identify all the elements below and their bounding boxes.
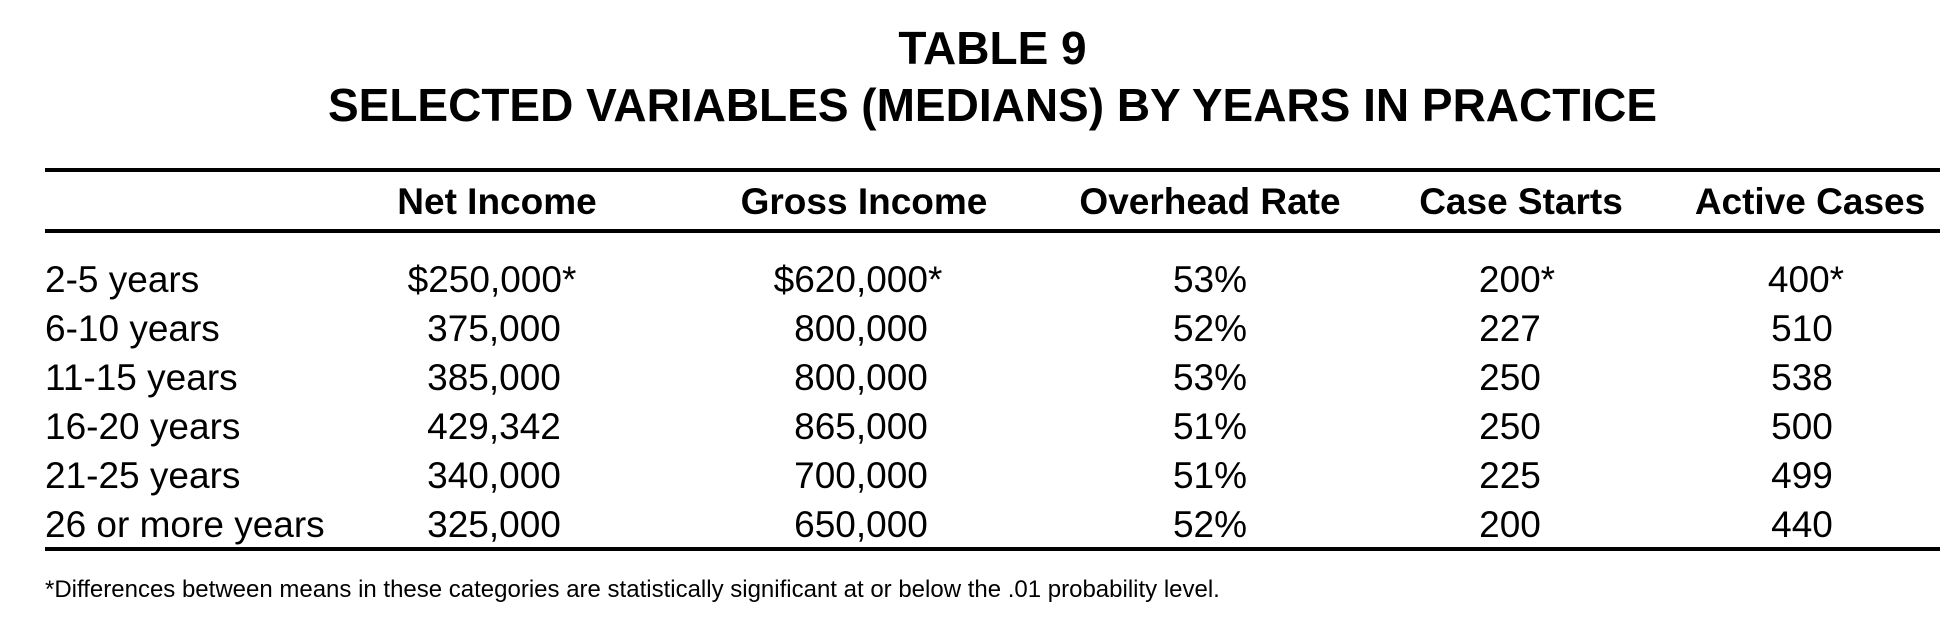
- cell-net-income: $250,000*: [407, 259, 577, 300]
- cell-gross-income: 865,000: [794, 406, 928, 447]
- footnote: *Differences between means in these categories are statistically significant at or below the .01 probability level.: [45, 576, 1220, 603]
- cell-overhead-rate: 53%: [1172, 357, 1248, 398]
- cell-overhead-rate: 52%: [1172, 504, 1248, 545]
- cell-case-starts: 225: [1479, 455, 1541, 496]
- column-header-active-cases: Active Cases: [1694, 181, 1926, 222]
- top-rule: [45, 168, 1940, 172]
- cell-net-income: 429,342: [427, 406, 561, 447]
- cell-net-income: 340,000: [427, 455, 561, 496]
- column-header-net-income: Net Income: [397, 181, 597, 222]
- cell-net-income: 325,000: [427, 504, 561, 545]
- cell-gross-income: $620,000*: [773, 259, 943, 300]
- cell-gross-income: 700,000: [794, 455, 928, 496]
- cell-overhead-rate: 51%: [1172, 406, 1248, 447]
- cell-active-cases: 440: [1771, 504, 1833, 545]
- row-label-26-or-more-years: 26 or more years: [45, 504, 325, 545]
- table-subtitle: SELECTED VARIABLES (MEDIANS) BY YEARS IN PRACTICE: [327, 79, 1658, 131]
- cell-case-starts: 227: [1479, 308, 1541, 349]
- cell-net-income: 375,000: [427, 308, 561, 349]
- cell-active-cases: 510: [1771, 308, 1833, 349]
- cell-gross-income: 800,000: [794, 308, 928, 349]
- column-header-gross-income: Gross Income: [740, 181, 988, 222]
- cell-active-cases: 400*: [1767, 259, 1845, 300]
- cell-overhead-rate: 53%: [1172, 259, 1248, 300]
- column-header-case-starts: Case Starts: [1419, 181, 1623, 222]
- row-label-2-5-years: 2-5 years: [45, 259, 200, 300]
- row-label-21-25-years: 21-25 years: [45, 455, 241, 496]
- cell-overhead-rate: 52%: [1172, 308, 1248, 349]
- header-rule: [45, 229, 1940, 233]
- bottom-rule: [45, 547, 1940, 551]
- cell-gross-income: 800,000: [794, 357, 928, 398]
- table-title: TABLE 9: [898, 22, 1087, 74]
- cell-case-starts: 200: [1479, 504, 1541, 545]
- cell-active-cases: 538: [1771, 357, 1833, 398]
- cell-case-starts: 200*: [1478, 259, 1556, 300]
- column-header-overhead-rate: Overhead Rate: [1079, 181, 1341, 222]
- row-label-6-10-years: 6-10 years: [45, 308, 220, 349]
- row-label-11-15-years: 11-15 years: [45, 357, 238, 398]
- row-label-16-20-years: 16-20 years: [45, 406, 241, 447]
- cell-case-starts: 250: [1479, 406, 1541, 447]
- cell-active-cases: 499: [1771, 455, 1833, 496]
- cell-case-starts: 250: [1479, 357, 1541, 398]
- cell-gross-income: 650,000: [794, 504, 928, 545]
- cell-overhead-rate: 51%: [1172, 455, 1248, 496]
- cell-net-income: 385,000: [427, 357, 561, 398]
- cell-active-cases: 500: [1771, 406, 1833, 447]
